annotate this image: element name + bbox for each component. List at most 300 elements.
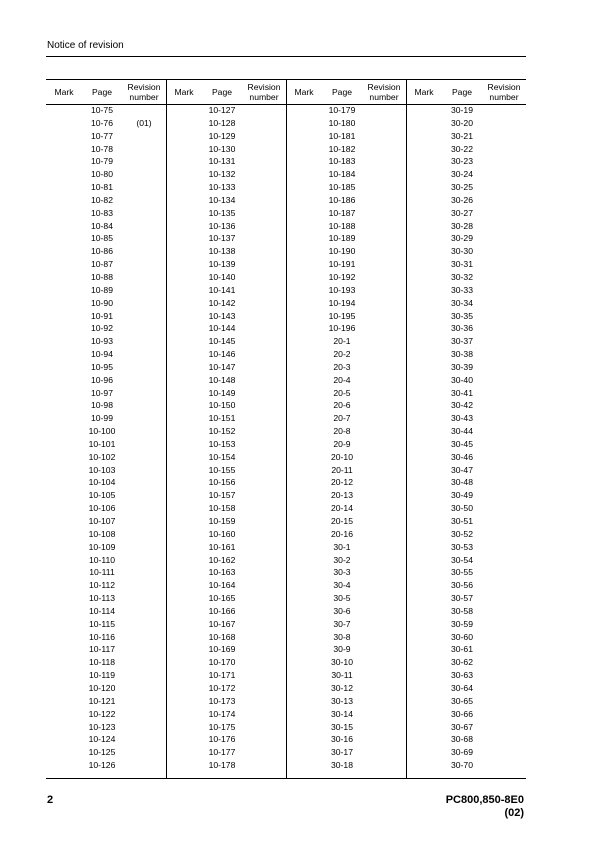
page-cell: 10-79 (91, 156, 113, 167)
table-row (286, 207, 406, 220)
page-cell: 10-186 (328, 194, 356, 205)
table-row (46, 489, 166, 502)
page-cell: 30-26 (451, 194, 473, 205)
page-cell: 30-43 (451, 413, 473, 424)
page-cell: 30-2 (333, 554, 351, 565)
revision-cell: (01) (136, 117, 152, 128)
table-row (286, 669, 406, 682)
table-row (286, 258, 406, 271)
page-cell: 30-49 (451, 490, 473, 501)
table-row (406, 130, 526, 143)
header-page-label: Page (211, 87, 233, 97)
page-cell: 30-51 (451, 516, 473, 526)
table-row (286, 271, 406, 284)
table-row (46, 194, 166, 207)
page-cell: 10-130 (208, 143, 236, 154)
table-row (406, 399, 526, 412)
table-row (406, 181, 526, 194)
page-cell: 10-152 (208, 426, 236, 437)
page-cell: 30-42 (451, 400, 473, 411)
table-row (166, 361, 286, 374)
page-cell: 30-70 (451, 760, 473, 771)
page-cell: 10-194 (328, 297, 356, 308)
page-cell: 30-36 (451, 323, 473, 334)
table-row (406, 682, 526, 695)
page-cell: 30-50 (451, 503, 473, 514)
table-row (46, 733, 166, 746)
page-cell: 10-124 (88, 734, 116, 745)
header-mark (406, 80, 442, 104)
table-row (286, 117, 406, 130)
table-row (286, 130, 406, 143)
page-cell: 10-131 (208, 156, 236, 167)
column-group (166, 104, 286, 772)
table-row (406, 656, 526, 669)
page-cell: 10-120 (88, 682, 116, 693)
page-cell: 10-116 (88, 631, 116, 642)
table-row (166, 605, 286, 618)
table-row (286, 541, 406, 554)
column-group (46, 104, 166, 772)
table-row (286, 746, 406, 759)
page-cell: 30-54 (451, 554, 473, 565)
page-cell: 10-169 (208, 644, 236, 655)
table-row (166, 759, 286, 772)
table-row (166, 618, 286, 631)
table-row (46, 220, 166, 233)
table-row (46, 566, 166, 579)
page-cell: 10-144 (208, 323, 236, 334)
page-cell: 10-155 (208, 464, 236, 475)
table-row (46, 168, 166, 181)
header-revision-number (122, 80, 166, 104)
table-row (46, 746, 166, 759)
table-row (406, 528, 526, 541)
table-row (166, 335, 286, 348)
page-cell: 30-45 (451, 438, 473, 449)
page-cell: 10-149 (208, 387, 236, 398)
page-cell: 10-193 (328, 284, 356, 295)
page-cell: 30-5 (333, 593, 351, 604)
table-row (166, 130, 286, 143)
table-row (166, 566, 286, 579)
table-row (286, 566, 406, 579)
table-row (406, 631, 526, 644)
page-cell: 10-159 (208, 516, 236, 526)
page-cell: 30-53 (451, 541, 473, 552)
page-cell: 10-111 (89, 567, 115, 578)
table-row (286, 220, 406, 233)
page-cell: 10-160 (208, 528, 236, 539)
table-row (286, 695, 406, 708)
page-cell: 10-140 (208, 271, 236, 282)
header-revision-number-label: Revision number (127, 82, 161, 102)
page-cell: 30-52 (451, 528, 473, 539)
table-row (406, 464, 526, 477)
table-row (406, 592, 526, 605)
page-cell: 10-136 (208, 220, 236, 231)
page-cell: 10-114 (88, 605, 116, 616)
page-cell: 30-39 (451, 361, 473, 372)
page-cell: 10-192 (328, 271, 356, 282)
page-cell: 30-64 (451, 682, 473, 693)
table-row (406, 297, 526, 310)
table-row (406, 708, 526, 721)
table-row (286, 310, 406, 323)
table-row (46, 618, 166, 631)
table-row (406, 515, 526, 528)
header-rule (46, 56, 526, 57)
table-row (406, 541, 526, 554)
page-cell: 10-166 (208, 605, 236, 616)
page-cell: 30-48 (451, 477, 473, 488)
page-cell: 10-171 (208, 670, 236, 681)
table-row (406, 335, 526, 348)
page-cell: 30-12 (331, 682, 353, 693)
table-row (406, 207, 526, 220)
table-row (286, 143, 406, 156)
table-row (46, 322, 166, 335)
table-row (286, 399, 406, 412)
table-row (46, 425, 166, 438)
table-row (286, 656, 406, 669)
table-row (286, 708, 406, 721)
table-row (166, 117, 286, 130)
page-cell: 30-11 (331, 670, 353, 681)
page-cell: 10-195 (328, 310, 356, 321)
table-row (166, 669, 286, 682)
table-row (286, 361, 406, 374)
table-row (406, 721, 526, 734)
table-row (166, 733, 286, 746)
page-cell: 10-108 (88, 528, 116, 539)
table-row (406, 759, 526, 772)
table-row (406, 117, 526, 130)
page-cell: 30-28 (451, 220, 473, 231)
page-cell: 10-104 (88, 477, 116, 488)
table-row (46, 541, 166, 554)
table-row (46, 476, 166, 489)
footer-page-number: 2 (47, 794, 54, 806)
table-row (46, 438, 166, 451)
page-cell: 10-80 (91, 169, 113, 180)
table-row (406, 284, 526, 297)
column-group (286, 104, 406, 772)
page-cell: 10-96 (91, 374, 113, 385)
table-row (166, 297, 286, 310)
page-cell: 30-4 (333, 580, 351, 591)
table-row (406, 566, 526, 579)
table-row (406, 489, 526, 502)
table-row (406, 579, 526, 592)
page-cell: 10-75 (91, 105, 113, 115)
page-cell: 10-125 (88, 747, 116, 758)
page-cell: 10-161 (208, 541, 236, 552)
footer-model-name: PC800,850-8E0 (445, 794, 524, 806)
page-cell: 10-151 (208, 413, 236, 424)
table-row (286, 374, 406, 387)
page-cell: 10-91 (91, 310, 113, 321)
page-cell: 10-112 (88, 580, 116, 591)
table-row (46, 361, 166, 374)
header-mark-label: Mark (414, 87, 434, 97)
table-row (286, 554, 406, 567)
page-cell: 10-145 (208, 336, 236, 347)
page-cell: 10-88 (91, 271, 113, 282)
table-row (406, 746, 526, 759)
table-row (166, 232, 286, 245)
page-cell: 10-107 (88, 516, 116, 526)
footer-model (446, 794, 524, 820)
page-cell: 30-23 (451, 156, 473, 167)
table-row (406, 104, 526, 117)
page-cell: 10-189 (328, 233, 356, 244)
page-cell: 30-34 (451, 297, 473, 308)
table-row (406, 348, 526, 361)
table-row (286, 387, 406, 400)
table-row (286, 733, 406, 746)
page-cell: 30-46 (451, 451, 473, 462)
page-cell: 10-137 (208, 233, 236, 244)
table-row (286, 168, 406, 181)
header-page-label: Page (451, 87, 473, 97)
page-cell: 30-35 (451, 310, 473, 321)
page-cell: 10-135 (208, 207, 236, 218)
table-row (286, 438, 406, 451)
page-cell: 10-106 (88, 503, 116, 514)
table-row (166, 721, 286, 734)
table-row (286, 579, 406, 592)
table-row (46, 631, 166, 644)
table-row (166, 438, 286, 451)
page-cell: 10-174 (208, 708, 236, 719)
table-row (286, 155, 406, 168)
page-cell: 10-191 (328, 259, 356, 270)
table-row (286, 335, 406, 348)
table-row (406, 168, 526, 181)
page-cell: 10-103 (88, 464, 116, 475)
page-cell: 20-3 (333, 361, 351, 372)
page-cell: 10-188 (328, 220, 356, 231)
page-cell: 30-68 (451, 734, 473, 745)
table-row (286, 348, 406, 361)
table-row (46, 515, 166, 528)
table-row (286, 245, 406, 258)
page-cell: 10-134 (208, 194, 236, 205)
page-cell: 10-187 (328, 207, 356, 218)
page-cell: 10-101 (88, 438, 116, 449)
page-cell: 30-58 (451, 605, 473, 616)
page-cell: 10-113 (88, 593, 116, 604)
table-row (406, 438, 526, 451)
page-cell: 20-4 (333, 374, 351, 385)
page-cell: 30-15 (331, 721, 353, 732)
page-cell: 30-30 (451, 246, 473, 257)
table-row (46, 232, 166, 245)
page-cell: 30-60 (451, 631, 473, 642)
page-cell: 10-117 (88, 644, 116, 655)
page-cell: 10-150 (208, 400, 236, 411)
table-row (286, 721, 406, 734)
page-header-title: Notice of revision (47, 40, 124, 51)
table-row (46, 554, 166, 567)
page-cell: 10-89 (91, 284, 113, 295)
page-cell: 10-177 (208, 747, 236, 758)
table-row (46, 310, 166, 323)
page-cell: 10-184 (328, 169, 356, 180)
page-cell: 30-27 (451, 207, 473, 218)
page-cell: 20-12 (331, 477, 353, 488)
page-cell: 10-98 (91, 400, 113, 411)
page-cell: 10-154 (208, 451, 236, 462)
page-cell: 30-65 (451, 695, 473, 706)
page-cell: 10-99 (91, 413, 113, 424)
table-row (166, 643, 286, 656)
table-row (166, 374, 286, 387)
page-cell: 20-6 (333, 400, 351, 411)
page-cell: 10-190 (328, 246, 356, 257)
page-cell: 10-142 (208, 297, 236, 308)
page-cell: 10-170 (208, 657, 236, 668)
header-mark (166, 80, 202, 104)
table-row (286, 605, 406, 618)
page-cell: 20-11 (331, 464, 353, 475)
table-row (166, 348, 286, 361)
table-row (46, 605, 166, 618)
table-row (46, 297, 166, 310)
header-page (322, 80, 362, 104)
table-row (286, 592, 406, 605)
page-cell: 10-164 (208, 580, 236, 591)
header-revision-number (362, 80, 406, 104)
table-row (406, 374, 526, 387)
page-cell: 30-47 (451, 464, 473, 475)
page-cell: 10-86 (91, 246, 113, 257)
table-row (406, 669, 526, 682)
table-row (46, 528, 166, 541)
page-cell: 10-182 (328, 143, 356, 154)
table-row (406, 618, 526, 631)
header-page (442, 80, 482, 104)
table-row (166, 425, 286, 438)
page-cell: 10-179 (328, 105, 356, 115)
table-row (406, 232, 526, 245)
table-row (166, 476, 286, 489)
header-page-label: Page (91, 87, 113, 97)
page-cell: 10-93 (91, 336, 113, 347)
page-cell: 10-132 (208, 169, 236, 180)
table-row (46, 592, 166, 605)
table-row (286, 464, 406, 477)
page-cell: 10-157 (208, 490, 236, 501)
page-cell: 30-21 (451, 130, 473, 141)
page-cell: 10-133 (208, 182, 236, 193)
table-row (166, 554, 286, 567)
table-row (286, 425, 406, 438)
header-revision-number-label: Revision number (367, 82, 401, 102)
table-row (406, 245, 526, 258)
table-row (286, 232, 406, 245)
table-row (46, 387, 166, 400)
table-row (166, 528, 286, 541)
page-cell: 10-139 (208, 259, 236, 270)
page-cell: 30-56 (451, 580, 473, 591)
page-cell: 30-16 (331, 734, 353, 745)
page-cell: 20-10 (331, 451, 353, 462)
page-cell: 10-94 (91, 349, 113, 360)
page-cell: 30-44 (451, 426, 473, 437)
page-cell: 30-22 (451, 143, 473, 154)
table-row (46, 759, 166, 772)
table-row (46, 348, 166, 361)
page-cell: 30-41 (451, 387, 473, 398)
table-row (166, 541, 286, 554)
table-row (46, 117, 166, 130)
page-cell: 30-20 (451, 117, 473, 128)
header-revision-number (242, 80, 286, 104)
page-cell: 10-109 (88, 541, 116, 552)
header-mark-label: Mark (54, 87, 74, 97)
table-row (46, 143, 166, 156)
table-row (406, 258, 526, 271)
table-row (286, 489, 406, 502)
page-cell: 10-127 (208, 105, 236, 115)
page-cell: 10-105 (88, 490, 116, 501)
page-cell: 10-121 (88, 695, 116, 706)
page-cell: 30-18 (331, 760, 353, 771)
table-row (406, 502, 526, 515)
page-cell: 10-181 (328, 130, 356, 141)
table-row (406, 361, 526, 374)
page-cell: 10-196 (328, 323, 356, 334)
table-row (286, 476, 406, 489)
page-cell: 30-57 (451, 593, 473, 604)
header-mark (286, 80, 322, 104)
table-row (286, 104, 406, 117)
table-row (166, 592, 286, 605)
table-row (286, 322, 406, 335)
page-cell: 20-1 (333, 336, 351, 347)
table-row (286, 297, 406, 310)
page-cell: 10-85 (91, 233, 113, 244)
page-cell: 10-156 (208, 477, 236, 488)
page-cell: 10-175 (208, 721, 236, 732)
page-cell: 30-33 (451, 284, 473, 295)
page-cell: 10-178 (208, 760, 236, 771)
table-row (166, 181, 286, 194)
table-row (166, 708, 286, 721)
page-cell: 30-31 (451, 259, 473, 270)
page-cell: 10-122 (88, 708, 116, 719)
table-row (46, 669, 166, 682)
table-row (166, 399, 286, 412)
header-page (202, 80, 242, 104)
table-row (286, 682, 406, 695)
table-row (46, 451, 166, 464)
header-revision-number-label: Revision number (487, 82, 521, 102)
page-cell: 20-14 (331, 503, 353, 514)
page-cell: 10-180 (328, 117, 356, 128)
page-cell: 10-129 (208, 130, 236, 141)
page-cell: 10-138 (208, 246, 236, 257)
table-row (166, 104, 286, 117)
table-row (406, 733, 526, 746)
header-mark-label: Mark (294, 87, 314, 97)
page-cell: 30-61 (451, 644, 473, 655)
table-row (46, 245, 166, 258)
page-cell: 30-67 (451, 721, 473, 732)
table-row (166, 502, 286, 515)
